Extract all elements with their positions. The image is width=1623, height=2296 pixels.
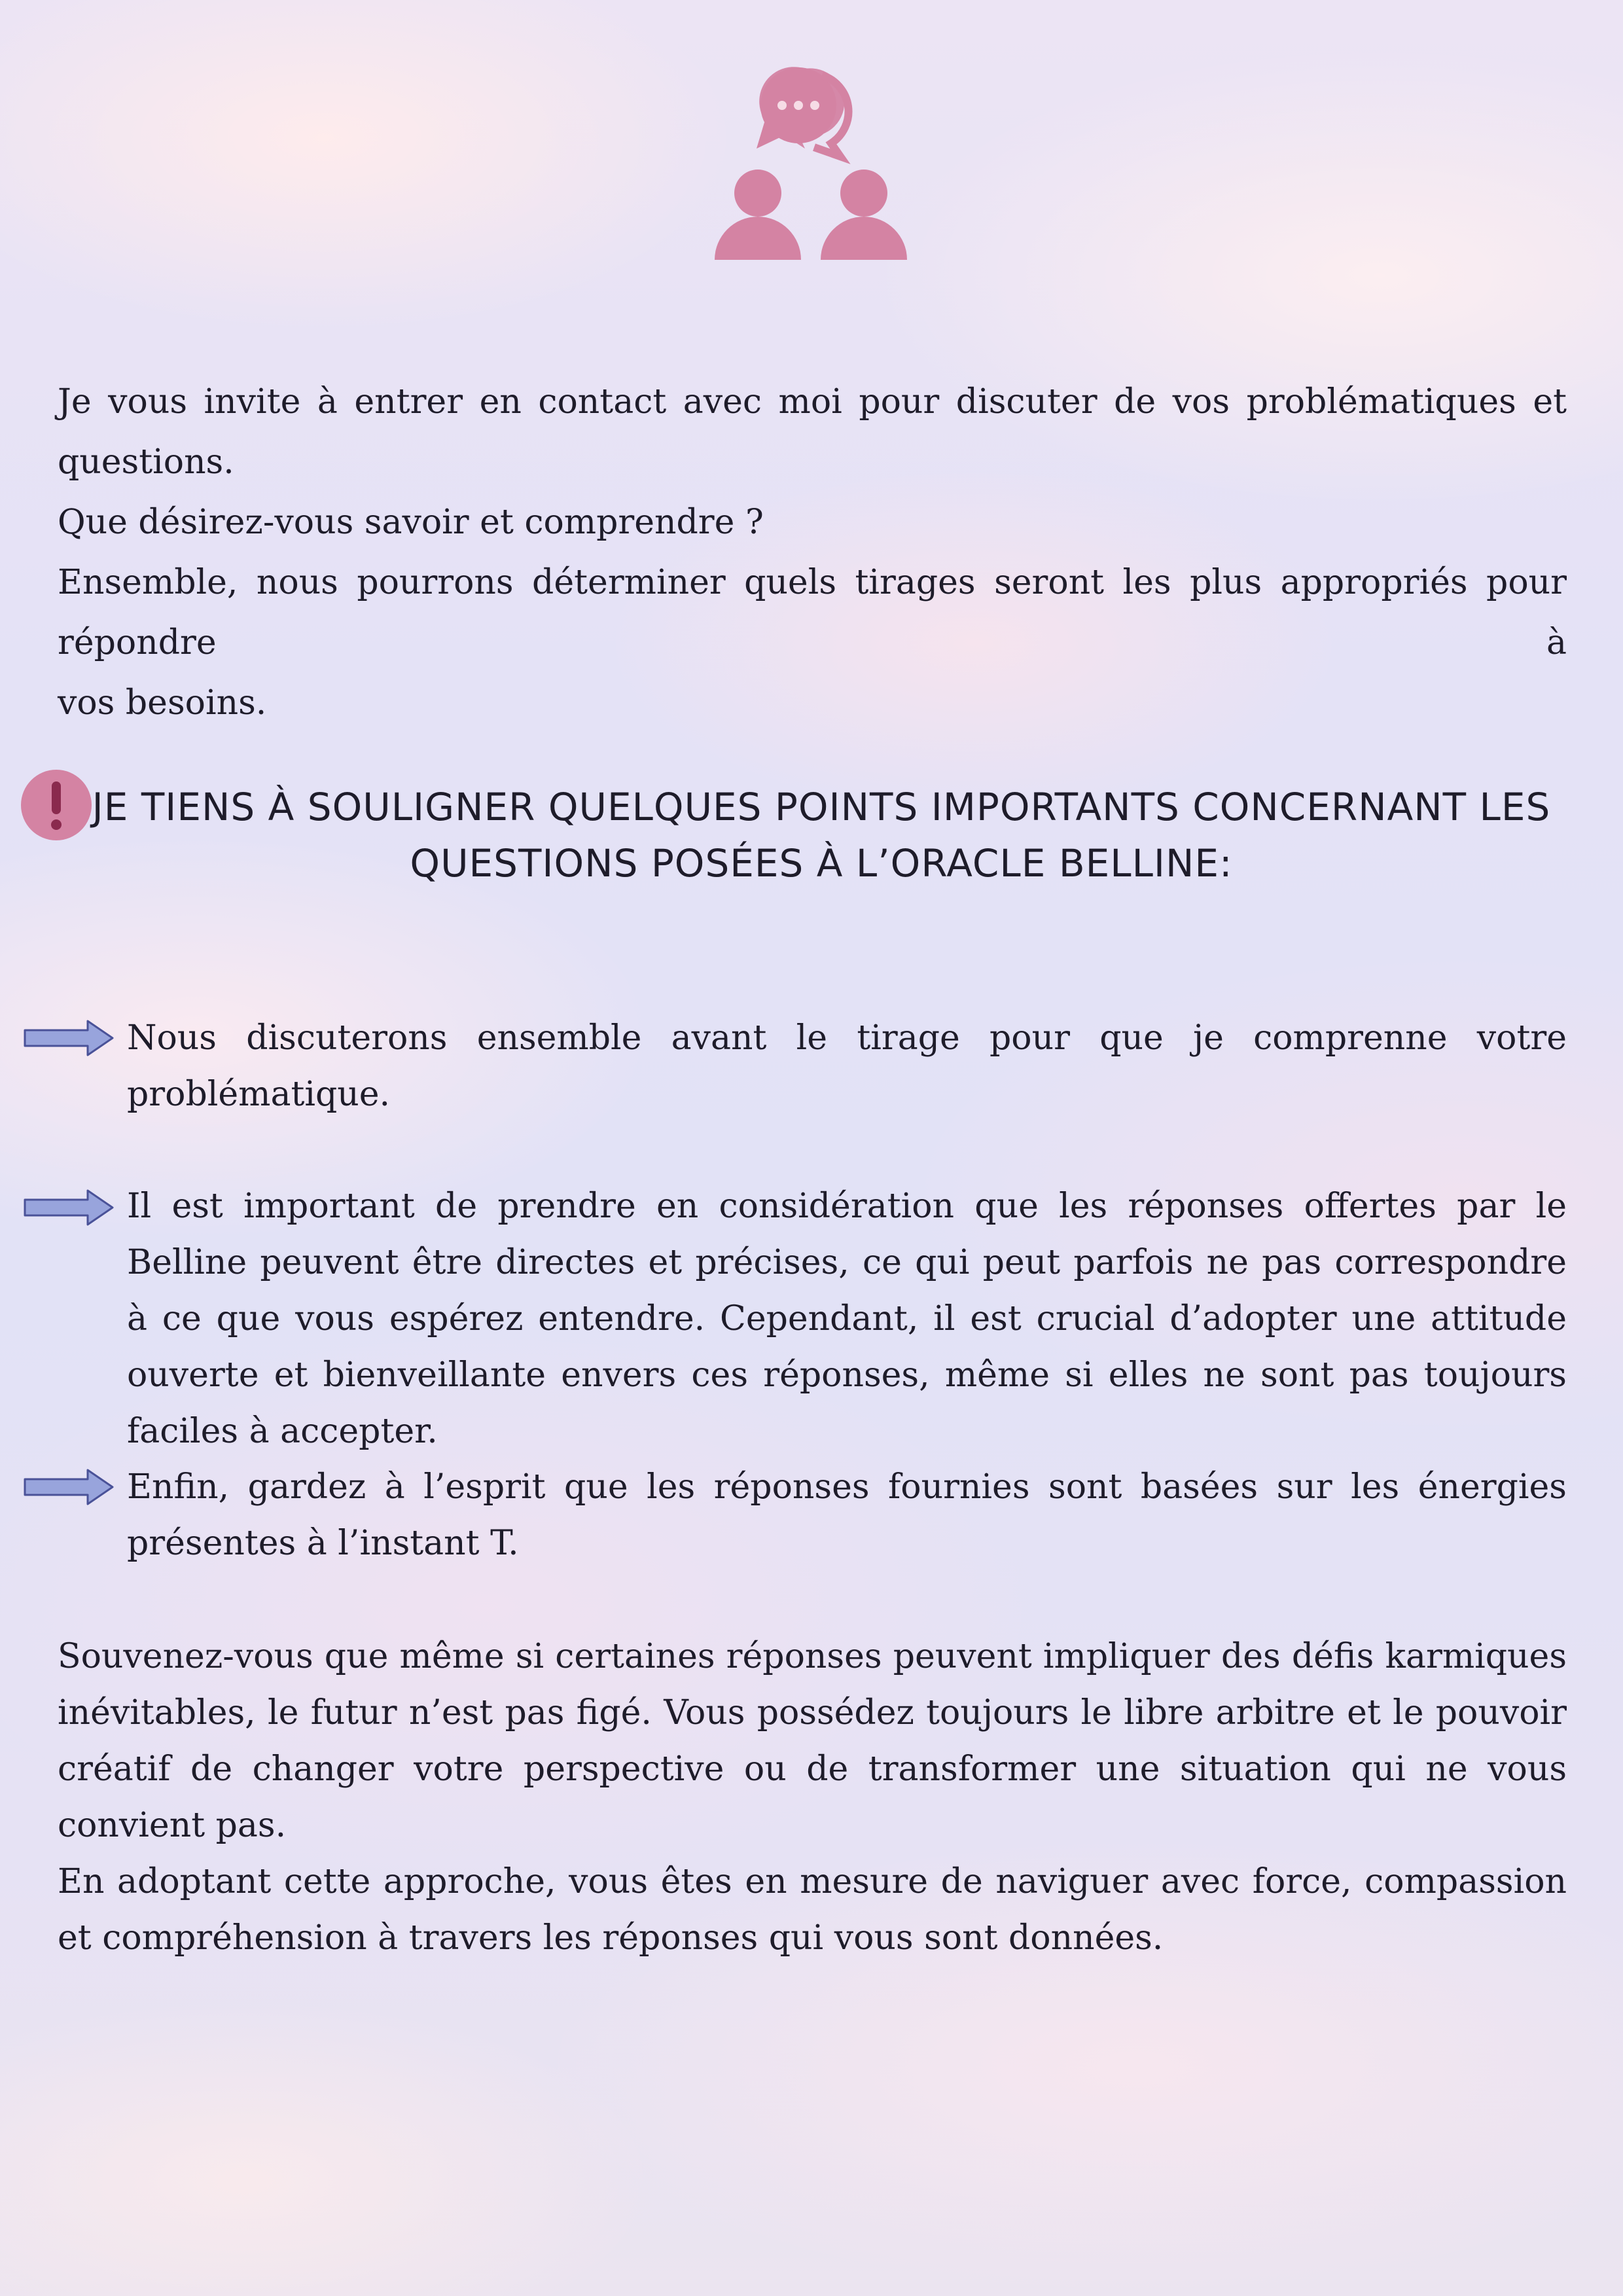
intro-line-4: vos besoins. — [58, 683, 267, 723]
closing-paragraph-2: En adoptant cette approche, vous êtes en mesure de naviguer avec force, compassion et compréhension à travers les réponses qui vous sont données. — [58, 1862, 1567, 1958]
closing-paragraph-1: Souvenez-vous que même si certaines réponses peuvent impliquer des défis karmiques inévitables, le futur n’est pas figé. Vous possédez toujours le libre arbitre et le pouvoir créatif de changer votre perspective ou de transformer une situation qui ne vous convient pas. — [58, 1637, 1567, 1845]
right-arrow-icon — [24, 1467, 115, 1507]
right-arrow-icon — [24, 1018, 115, 1058]
point-3: Enfin, gardez à l’esprit que les réponses fournies sont basées sur les énergies présentes à l’instant T. — [127, 1467, 1567, 1563]
intro-line-1: Je vous invite à entrer en contact avec moi pour discuter de vos problématiques et questions. — [58, 382, 1567, 482]
point-2: Il est important de prendre en considération que les réponses offertes par le Belline peuvent être directes et précises, ce qui peut parfois ne pas correspondre à ce que vous espérez entendre. Cependant, il est crucial d’adopter une attitude ouverte et bienveillante envers ces réponses, même si elles ne sont pas toujours faciles à accepter. — [127, 1187, 1567, 1451]
right-arrow-icon — [24, 1188, 115, 1227]
notice-heading-line-2: QUESTIONS POSÉES À L’ORACLE BELLINE: — [410, 841, 1233, 886]
intro-paragraph — [58, 372, 1567, 733]
notice-heading-line-1: JE TIENS À SOULIGNER QUELQUES POINTS IMPORTANTS CONCERNANT LES — [92, 785, 1551, 829]
two-people-chat-icon — [707, 62, 916, 272]
intro-line-2: Que désirez-vous savoir et comprendre ? — [58, 503, 764, 542]
intro-line-3: Ensemble, nous pourrons déterminer quels tirages seront les plus appropriés pour répondre à — [58, 563, 1567, 662]
notice-heading — [92, 779, 1551, 891]
closing-paragraphs — [58, 1628, 1567, 1966]
point-1: Nous discuterons ensemble avant le tirage pour que je comprenne votre problématique. — [127, 1018, 1567, 1114]
exclamation-circle-icon — [20, 768, 93, 842]
